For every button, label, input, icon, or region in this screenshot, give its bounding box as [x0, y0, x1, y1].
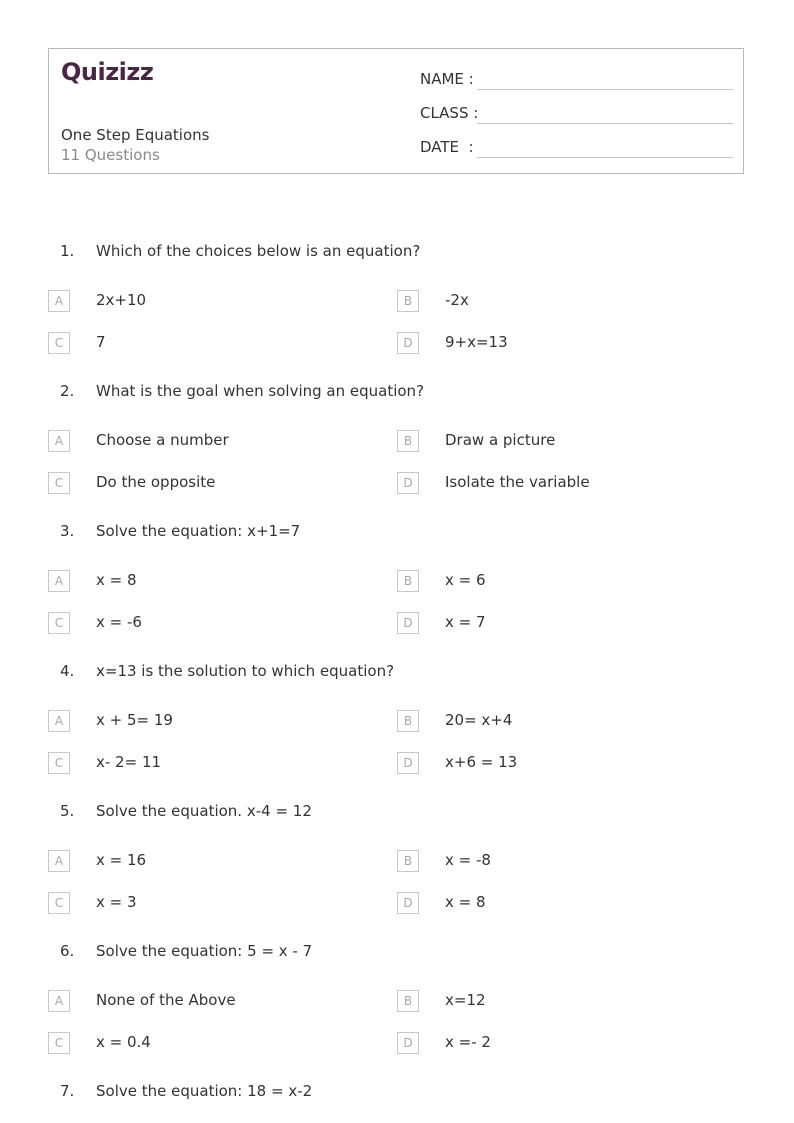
- option-a-text: 2x+10: [96, 291, 147, 309]
- worksheet-header: [48, 48, 744, 174]
- option-c-text: x = -6: [96, 613, 142, 631]
- name-label: NAME :: [420, 70, 474, 88]
- option-b-box[interactable]: B: [397, 850, 419, 872]
- option-c-box[interactable]: C: [48, 1032, 70, 1054]
- question-number: 4.: [60, 662, 75, 680]
- option-c-box[interactable]: C: [48, 332, 70, 354]
- option-d-text: x = 7: [445, 613, 486, 631]
- option-c-box[interactable]: C: [48, 892, 70, 914]
- option-a-text: Choose a number: [96, 431, 229, 449]
- question-text: Which of the choices below is an equation?: [96, 242, 421, 260]
- option-d-box[interactable]: D: [397, 332, 419, 354]
- option-d-box[interactable]: D: [397, 612, 419, 634]
- quiz-title: One Step Equations: [61, 126, 210, 144]
- option-a-box[interactable]: A: [48, 710, 70, 732]
- option-a-box[interactable]: A: [48, 850, 70, 872]
- question-number: 2.: [60, 382, 75, 400]
- option-d-box[interactable]: D: [397, 752, 419, 774]
- date-label: DATE :: [420, 138, 474, 156]
- question-text: Solve the equation. x-4 = 12: [96, 802, 312, 820]
- question-text: Solve the equation: 5 = x - 7: [96, 942, 313, 960]
- option-b-box[interactable]: B: [397, 290, 419, 312]
- class-label: CLASS :: [420, 104, 479, 122]
- option-c-text: x = 0.4: [96, 1033, 151, 1051]
- date-line[interactable]: [477, 157, 733, 158]
- option-a-text: x = 8: [96, 571, 137, 589]
- option-a-text: x + 5= 19: [96, 711, 173, 729]
- quizizz-logo: Quizizz: [61, 58, 154, 86]
- option-d-box[interactable]: D: [397, 1032, 419, 1054]
- question-text: x=13 is the solution to which equation?: [96, 662, 395, 680]
- option-c-box[interactable]: C: [48, 752, 70, 774]
- question-count: 11 Questions: [61, 146, 160, 164]
- option-d-text: x+6 = 13: [445, 753, 518, 771]
- question-number: 1.: [60, 242, 75, 260]
- option-b-text: Draw a picture: [445, 431, 556, 449]
- question-number: 5.: [60, 802, 75, 820]
- option-d-text: x = 8: [445, 893, 486, 911]
- option-a-box[interactable]: A: [48, 990, 70, 1012]
- option-b-text: x = -8: [445, 851, 491, 869]
- question-text: What is the goal when solving an equation?: [96, 382, 425, 400]
- question-text: Solve the equation: 18 = x-2: [96, 1082, 313, 1100]
- option-c-text: Do the opposite: [96, 473, 216, 491]
- option-c-box[interactable]: C: [48, 472, 70, 494]
- question-number: 7.: [60, 1082, 75, 1100]
- class-line[interactable]: [477, 123, 733, 124]
- option-a-box[interactable]: A: [48, 290, 70, 312]
- option-c-text: 7: [96, 333, 106, 351]
- option-a-text: x = 16: [96, 851, 147, 869]
- option-b-text: x=12: [445, 991, 486, 1009]
- option-c-box[interactable]: C: [48, 612, 70, 634]
- option-d-box[interactable]: D: [397, 472, 419, 494]
- question-number: 3.: [60, 522, 75, 540]
- option-b-box[interactable]: B: [397, 990, 419, 1012]
- name-line[interactable]: [477, 89, 733, 90]
- question-text: Solve the equation: x+1=7: [96, 522, 301, 540]
- option-d-text: 9+x=13: [445, 333, 508, 351]
- option-b-box[interactable]: B: [397, 430, 419, 452]
- option-c-text: x = 3: [96, 893, 137, 911]
- option-a-box[interactable]: A: [48, 570, 70, 592]
- option-b-box[interactable]: B: [397, 710, 419, 732]
- option-a-text: None of the Above: [96, 991, 236, 1009]
- option-b-text: -2x: [445, 291, 469, 309]
- option-b-text: x = 6: [445, 571, 486, 589]
- option-c-text: x- 2= 11: [96, 753, 162, 771]
- option-a-box[interactable]: A: [48, 430, 70, 452]
- option-b-box[interactable]: B: [397, 570, 419, 592]
- question-number: 6.: [60, 942, 75, 960]
- option-d-box[interactable]: D: [397, 892, 419, 914]
- name-field[interactable]: [420, 66, 733, 90]
- option-d-text: x =- 2: [445, 1033, 491, 1051]
- option-d-text: Isolate the variable: [445, 473, 590, 491]
- class-field[interactable]: [420, 100, 733, 124]
- date-field[interactable]: [420, 134, 733, 158]
- option-b-text: 20= x+4: [445, 711, 513, 729]
